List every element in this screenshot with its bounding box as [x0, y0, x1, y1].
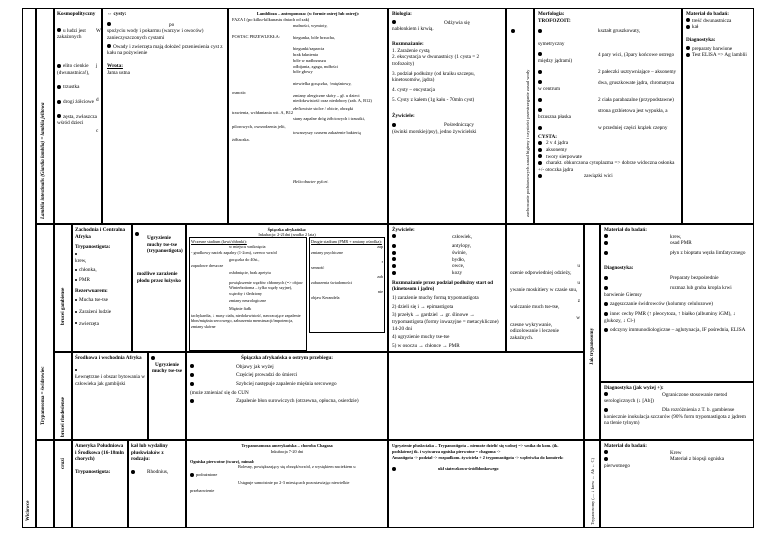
gambiense-stage2-letter: zab — [377, 274, 383, 280]
side-letter: j — [96, 62, 98, 69]
trypano-rhodesiense-sub — [54, 352, 72, 440]
gambiense-stage2-item: objaw Kerandela — [311, 294, 340, 300]
lamblia-rozm-step: podział podłużny (od kraiku szczepu, kinetosomów, jądra) — [392, 70, 475, 84]
lamblia-rozm-step: Zarażenie cystą — [397, 47, 430, 54]
prev-letter: w — [576, 314, 580, 321]
gambiense-stage1-item: tachykardia, ↓ masy ciała, niedokrwistość, nawracające zapalenie błon/mięśnia sercowego, zaburzenia menstruacji/impotencja, zmiany skórne — [191, 312, 301, 329]
cruzi-transmission — [128, 440, 186, 528]
rhodesiense-disease-item: Objawy jak wyżej — [236, 363, 274, 370]
side-letter: c — [96, 127, 99, 134]
rhodesiense-region: Środkowa i wschodnia Afryka — [75, 355, 142, 361]
gambiense-region: Zachodnia i Centralna Afryka — [75, 227, 126, 240]
gambiense-zyw-item: człowiek, — [452, 233, 473, 240]
rhodesiense-item: Łewnętrzne i obszar bytowania w człowieka jak gambijski — [75, 374, 146, 387]
gambiense-item: PMR — [79, 276, 90, 283]
cruzi-disease-item: Bolesny, powiększający się obrzęk/wrzód, z wysiękiem naciekiem u — [238, 464, 356, 470]
cruzi-disease-item: przebarwienie — [190, 487, 215, 493]
lamblia-morf-item: 2 pałeczki usztywniające – aksonemy — [598, 68, 677, 75]
gambiense-zyw-item: kozy — [452, 269, 463, 276]
lamblia-diag-title: Diagnostyka: — [686, 36, 716, 43]
lamblia-prevention-side — [506, 8, 534, 224]
gambiense-epidemiology — [72, 224, 132, 352]
lamblia-symptom: stany zapalne dróg żółciowych i trzustki, — [293, 115, 365, 121]
lamblia-faza: FAZA I (po kilku-kilkunastu dniach od zak) — [232, 16, 310, 22]
gambiense-stage1-item: w miejscu wniknięcia — [229, 244, 266, 250]
rhodesiense-note: (może zmieniać się do CUN — [190, 389, 249, 396]
gambiense-stage2-item: senność — [311, 264, 325, 270]
rhodesiense-diagnostics — [600, 382, 754, 440]
gambiense-diag-item: odczyny immunodiologiczne – aglutynacja, IF pośrednia, ELISA — [610, 327, 746, 334]
lamblia-epi-item: elito cienkie (dwunastnica!), — [57, 62, 90, 76]
rhodesiense-disease-item: Częściej prowadzi do śmierci — [236, 372, 298, 379]
cruzi-cycle-title: Ugryzienie pluskwiaka – Trypanostigota – niemoże dzielić się wolnej => wnika do kom. (ik. podskórnej tk. i wytwarza ogniska pierwotne = chagoma -> — [392, 443, 559, 454]
gambiense-prevention — [506, 224, 584, 352]
lamblia-materials — [682, 8, 754, 224]
lamblia-bio-line: Odżywia się — [444, 19, 470, 26]
side-letter: d — [96, 97, 99, 104]
gambiense-stage1-item: zmiany neurologiczne — [229, 298, 267, 304]
gambiense-rezerw: zwierzęta — [79, 320, 99, 327]
lamblia-rozm-title: Rozmnażanie: — [392, 40, 424, 47]
gambiense-prev-item: walczanie much tse-tse, — [510, 304, 560, 311]
cruzi-sub-label: cruzi — [61, 458, 66, 469]
gambiense-stage1-item: - grudkowy naciek zapalny (1-2cm), czerwo wrzód — [191, 249, 277, 255]
gambiense-zyw-item: owce, — [452, 263, 465, 270]
lamblia-epi-item: trzustka — [63, 84, 80, 91]
lamblia-disease — [228, 8, 388, 224]
lamblia-diag-item: Test ELISA => Ag lamblii — [692, 52, 747, 59]
lamblia-symptom: bóle głowy — [293, 69, 313, 75]
gambiense-rozm-step: zarażenie muchy formą trypomastigota — [397, 294, 479, 301]
row-header-wiciowce — [22, 8, 36, 528]
cruzi-sub — [54, 440, 72, 528]
gambiense-item: chłonka, — [79, 267, 97, 274]
gambiense-stage1-item: gorączka do 40st., — [229, 257, 260, 263]
rhodesiense-diag-item: Dla rozróżnienia z T. b. gambiense koniecznie inokulacja szczurów (90% form trypomastigota z jądrem na tlenie tylnym) — [604, 406, 746, 427]
gambiense-zyw-item: bydło, — [452, 256, 466, 263]
gambiense-mat-title: Materiał do badań: — [604, 227, 647, 233]
gambiense-rozm-title: Rozmnażanie przez podział podłużny start od (kinetosom i jądro) — [392, 279, 494, 293]
lamblia-symptom: biegunka, bóle brzucha, — [293, 34, 335, 40]
gambiense-item: krew, — [75, 257, 87, 264]
lamblia-left-item: trawienia, wchłaniania wit. A, B12 — [232, 109, 294, 115]
side-letter: W — [96, 28, 101, 34]
lamblia-epi-item: zęsta, zwłaszcza wśród dzieci — [57, 113, 97, 127]
gambiense-rozm-step: dzieli się i → epimastigota — [397, 303, 454, 310]
gambiense-diag-item: rozmaz lub gruba kropla krwi barwienie Giemsy — [604, 284, 732, 298]
lamblia-symptom: towarzyszy czasem zakażenie bakterią — [293, 129, 361, 135]
lamblia-morphology — [534, 8, 682, 224]
gambiense-zyw-title: Żywiciele: — [392, 227, 415, 233]
gambiense-trans-item: możliwe zarażenie płodu przez łożysko — [137, 271, 181, 284]
gambiense-materials — [600, 224, 754, 382]
gambiense-disease-title: Śpiączka afrykańska: — [267, 227, 307, 232]
gambiense-transmission — [132, 224, 186, 352]
lamblia-left-item: żółtaczka. — [232, 137, 250, 143]
lamblia-cysta-item: 2 v 4 jądra — [546, 140, 569, 147]
rhodesiense-epidemiology — [72, 352, 148, 440]
cruzi-group-cell — [36, 440, 54, 528]
gambiense-biology: Żywiciele: człowiek, antylopy, świnie, bydło, owce, kozy Rozmnażanie przez podział podłużny start od (kinetosom i jądro) 1) zarażenie muchy formą trypomastigota 2) dzieli się i → epimastigota 3) przełyk → gardziel → gr. ślinowe → trypomastigota (formy inwazyjne = metacykliczne) 14-20 dni 4) ugryzienie muchy tse-tse 5) w osoczu → chłonce → PMR — [388, 224, 506, 352]
lamblia-epidemiology — [54, 8, 102, 224]
lamblia-transmission — [102, 8, 228, 224]
gambiense-stage2-letter: zap — [377, 244, 383, 250]
lamblia-symptom: bóle w nadbrzuszu — [293, 57, 326, 63]
cruzi-cycle-line2: Amastigota -> podział -> rozpadkom. żywiciela + 2 trypomastigota -> wędrówka do komórek: — [392, 454, 564, 460]
lamblia-cysta-item: aksonemy — [546, 146, 568, 153]
lamblia-rozm-step: cysty – encystacja — [397, 86, 435, 93]
gambiense-side-text: Jak trypanosomy — [590, 327, 595, 365]
gambiense-zyw-item: świnie, — [452, 249, 467, 256]
lamblia-zyw-title: Żywiciele: — [392, 113, 415, 120]
gambiense-rezerw: Zarażeni ludzie — [79, 308, 112, 315]
lamblia-wrota-label: Wrota: — [107, 62, 123, 69]
gambiense-rozm-step: przełyk → gardziel → gr. ślinowe → trypomastigota (formy inwazyjne = metacykliczne) 14-20 dni — [392, 312, 499, 332]
lamblia-bio-title: Biologia: — [392, 11, 412, 17]
lamblia-mat-item: kał — [692, 24, 699, 31]
row-header-label: Wiciowce — [26, 500, 31, 521]
lamblia-disease-title: Lamblioza – antroponoza: (w formie ostrej lub ostrej): — [256, 11, 360, 16]
lamblia-morf-item: strona grzbietowa jest wypukła, a brzuszna płaska — [538, 107, 668, 121]
lamblia-cysta-item: twory sierpowate — [546, 153, 582, 160]
lamblia-left-item: pilorowych, owrzodzenia jelit, — [232, 123, 286, 129]
cruzi-region: Ameryka Południowa i Środkowa (16-18mln chorych) — [75, 443, 124, 463]
lamblia-phase2: POSTAC PRZEWLEKŁA: — [232, 34, 281, 40]
trypano-group-cell — [36, 224, 54, 440]
lamblia-zyw-line: (świnki morskiej/psy), jedno żywicielski — [392, 128, 477, 135]
lamblia-biology: Biologia: Odżywia się nabłonkiem i krwią. Rozmnażanie: 1. Zarażenie cystą 2. ekscystacja w dwunastnicy (1 cysta = 2 trofozoity) 3. podział podłużny (od kraiku szczepu, kinetosomów, jądra) 4. cysty – encystacja 5. Cysty z kałem (1g kału - 70mln cyst) Żywiciele: Pośredniczący (świnki morskiej/psy), jedno żywicielski — [388, 8, 506, 224]
lamblia-epi-title: Kosmopolityczny — [57, 11, 96, 17]
rhodesiense-disease — [186, 352, 388, 440]
lamblia-cysta-item: zawiązki wici — [584, 173, 613, 180]
cruzi-disease-item: podrażnione — [196, 472, 218, 478]
lamblia-zyw-line: Pośredniczący — [444, 121, 474, 128]
gambiense-stage2-letter: r — [381, 259, 383, 265]
cruzi-mat-item: Materiał z biopsji ogniska pierwotnego — [604, 456, 725, 469]
gambiense-disease-subtitle: Inkubacja: 2-21dni (rzadko 2 lata) — [258, 232, 316, 238]
rhodesiense-disease-item: Szybciej następuje zapalenie mięśnia sercowego — [236, 380, 337, 387]
rhodesiense-transmission — [148, 352, 186, 440]
gambiense-disease — [186, 224, 388, 352]
prev-letter: z — [577, 297, 580, 304]
trypano-gambiense-sub — [54, 224, 72, 352]
rhodesiense-diag-item: Ograniczone stosowanie metod serologicznych (↓ [Ab]) — [604, 391, 728, 405]
gambiense-diag-title: Diagnostyka: — [604, 264, 634, 271]
lamblia-diag-item: preparaty barwione — [692, 45, 733, 52]
lamblia-helico: Helicobacter pylori. — [293, 179, 329, 184]
lamblia-side-label: Lamblia intestinalis (Giardia lamblia) = lamblia jelitowa — [41, 102, 46, 219]
lamblia-cysty-item: Owady i zwierzęta mają dołożeć przeniesienia cyst z kału na pożywienie — [107, 43, 223, 57]
lamblia-troph-title: TROFOZOIT: — [538, 17, 571, 24]
lamblia-morf-title: Morfologia: — [538, 11, 565, 17]
gambiense-trypano-title: Trypanostigota: — [75, 244, 111, 251]
gambiense-diag-item: Preparaty bezpośrednie — [670, 275, 719, 282]
cruzi-side-text: Trypanosomy (— ↓ krew ← Ab ← C) — [590, 457, 595, 525]
lamblia-morf-item: symetryczny — [538, 40, 565, 47]
prev-letter: u — [577, 263, 580, 269]
lamblia-symptom: biegunki/zaparcia — [293, 46, 325, 52]
gambiense-rozm-step: ugryzienie muchy tse-tse — [397, 334, 450, 341]
lamblia-prevention-text: zachowanie podstawowych zasad higieny i czystości przestrzeganie zasad wody — [525, 69, 530, 217]
cruzi-side — [584, 440, 600, 528]
cruzi-disease-item: Ustępuje samoistnie po 2-3 miesiącach pozostawiając niewielkie — [238, 479, 350, 485]
gambiense-mat-item: płyn z bioptatu węzła limfatycznego — [670, 249, 746, 256]
rhodesiense-sub-label: brucei rhodesiense — [61, 397, 66, 437]
lamblia-cysty-title: ⇔ cysty: — [107, 11, 127, 17]
gambiense-rezerw: Mucha tse-tse — [79, 297, 108, 304]
cruzi-materials — [600, 440, 754, 528]
trypano-sub-label: brucei gambiense — [61, 287, 66, 325]
lamblia-morf-item: 2 ciała parabazalne (przypodstawne) — [598, 96, 674, 103]
cruzi-trans-item: Rhodnius, — [147, 468, 169, 475]
gambiense-side — [584, 224, 600, 440]
rhodesiense-blank — [388, 352, 584, 440]
rhodesiense-diag-title: Diagnostyka (jak wyżej +): — [604, 385, 664, 391]
rhodesiense-trans-item: Ugryzienie muchy tse-tse — [151, 361, 183, 375]
lamblia-mat-title: Materiał do badań: — [686, 11, 729, 17]
gambiense-diag-item: inne: cechy PMR (↑ pleocytoza, ↑ białko (albuminy iGM), ↓ glukozy, ↓ Cl-) — [604, 310, 736, 324]
prev-letter: u — [577, 280, 580, 287]
lamblia-wrota-value: Jama ustna — [107, 69, 130, 76]
gambiense-zyw-item: antylopy, — [452, 243, 472, 250]
gambiense-stage2-item: zmiany psychiczne — [311, 249, 343, 255]
lamblia-cysta-title: CYSTA: — [538, 133, 557, 140]
lamblia-morf-item: dwa, gruszkowate jądra, chromatyna w centrum — [538, 79, 675, 93]
gambiense-mat-item: krew, — [670, 233, 682, 240]
lamblia-symptom: złe/krwiste stolce / obicie, obrzęki — [293, 106, 354, 112]
cruzi-mat-item: Krew — [670, 449, 682, 456]
rhodesiense-disease-title: Śpiączka afrykańska o ostrym przebiegu: — [241, 355, 333, 361]
cruzi-disease — [186, 440, 388, 528]
lamblia-cysty-item: spożyciu wody i pokarmu (warzyw i owoców) zanieczyszczonych cystami — [107, 28, 204, 41]
lamblia-morf-item: 4 pary wici, (3pary końcowe ostrego między jądrami) — [538, 51, 675, 65]
gambiense-prev-item: ywanie moskitiery w czasie snu, — [510, 286, 578, 293]
lamblia-bio-line: nabłonkiem i krwią. — [392, 26, 434, 33]
lamblia-symptom: odbijania, zgaga, mdłości — [293, 63, 338, 69]
gambiense-mat-item: osad PMR — [670, 240, 692, 247]
gambiense-stage2-item: zaburzenia świadomości — [311, 279, 353, 285]
gambiense-stage2-title: Drugie stadium (PMR + zmiany ośrodka): — [311, 239, 382, 244]
cruzi-trans-title: kał lub wydaliny pluskwiaków z rodzaju: — [131, 443, 168, 463]
lamblia-mat-item: treść dwunastnicza — [692, 17, 732, 24]
gambiense-stage1-item: zapadowe dreszcze — [191, 262, 224, 268]
lamblia-rozm-step: ekscystacja w dwunastnicy (1 cysta = 2 trofozoity) — [392, 54, 480, 67]
gambiense-stage1-item: osłabnięcie, brak apetytu — [229, 270, 271, 276]
cruzi-mat-title: Materiał do badań: — [604, 443, 647, 449]
lamblia-cysty-item: po — [169, 21, 175, 28]
lamblia-left-item: osmotic — [232, 90, 246, 96]
lamblia-morf-item: w przedniej części krążek czepny — [598, 124, 668, 131]
lamblia-symptom: zmiany alergiczne skóry – gł. u dzieci niedokrwistość oraz niedobory (zab. A, B12) — [293, 92, 372, 104]
gambiense-rezerw-title: Rezerwuarem: — [75, 287, 108, 294]
lamblia-rozm-step: Cysty z kałem (1g kału - 70mln cyst) — [397, 96, 475, 103]
gambiense-stage1-item: Mięśnie fiałk — [229, 305, 252, 311]
lamblia-side-cell — [36, 8, 54, 224]
lamblia-epi-item: drogi żółciowe — [63, 98, 94, 105]
cruzi-phase: Ogniska pierwotne (twarz), mimal: — [190, 458, 255, 464]
lamblia-symptom: nudności, wymioty, — [293, 23, 328, 28]
cruzi-lifecycle — [388, 440, 584, 528]
lamblia-symptom: niewielka gorączka, ↑mięśniowy, — [293, 81, 352, 87]
cruzi-disease-subtitle: Inkubacja 7-20 dni — [270, 448, 304, 454]
gambiense-diag-item: zagęszczanie świdrowców (kolumny celulozowe) — [610, 301, 713, 308]
gambiense-prev-item: czesne wykrywanie, odizolowanie i leczenie zakaźnych. — [510, 321, 559, 341]
lamblia-epi-item: u ludzi jest zakażonych — [57, 27, 86, 41]
rhodesiense-disease-item: Zapalenie błon surowiczych (otrzewna, opłucna, osierdzie) — [236, 398, 359, 405]
gambiense-rozm-step: w osoczu → chłonce → PMR — [397, 342, 460, 349]
lamblia-morf-item: kształt gruszkowaty, — [598, 28, 641, 35]
cruzi-disease-title: Trypanosomoza amerykańska – choroba Chagasa — [241, 443, 333, 448]
gambiense-prev-item: ozenie odpowiedniej odzieży, — [510, 269, 572, 276]
cruzi-epidemiology — [72, 440, 128, 528]
cruzi-cycle-item: ukł siateczkowo-śródbłonkowego — [438, 466, 499, 472]
gambiense-stage2-letter: nie — [377, 289, 383, 295]
trypano-group-label: Trypanosoma = świdrowiec — [41, 366, 46, 425]
cruzi-trypano: Trypanostigota: — [75, 468, 111, 475]
gambiense-stage1-title: Wczesne stadium (krwi/chłonki): — [191, 239, 247, 244]
gambiense-trans-item: Ugryzienie muchy tse-tse (trypanostigota) — [147, 235, 183, 255]
gambiense-stage1-item: powiększenie węzłów chłonnych (=> objaw Winterbottoma – tylko węzły szyjne), wątroby i śledziony — [229, 279, 303, 296]
lamblia-symptom: brak łaknienia — [293, 52, 318, 58]
lamblia-cysta-item: charakt. obkurczona cytoplazma => dobrze widoczna osłonka +/- otoczka jądra — [538, 160, 675, 173]
